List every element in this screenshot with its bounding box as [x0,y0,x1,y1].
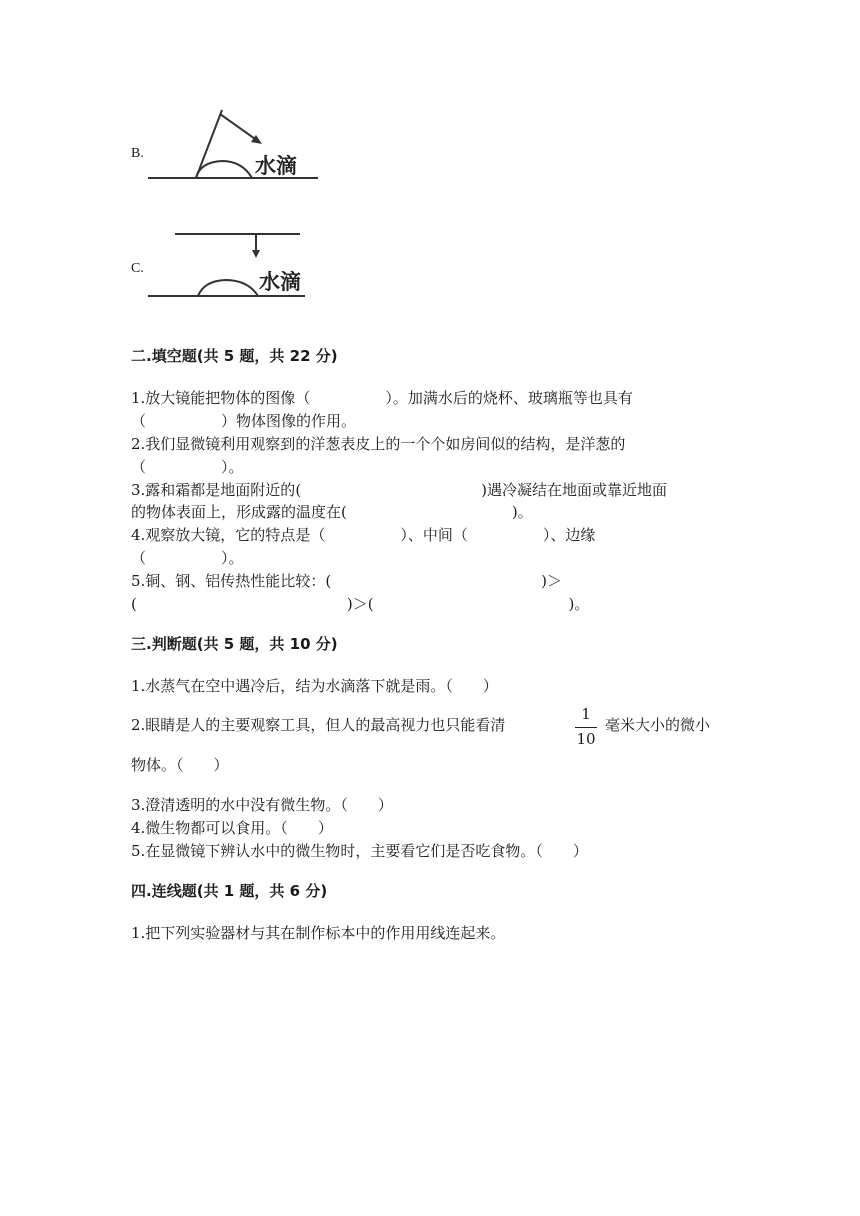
fill-line-6: 的物体表面上，形成露的温度在( )。 [131,503,533,521]
section4-heading: 四.连线题(共 1 题，共 6 分) [131,882,328,900]
fill-line-2: （ ）物体图像的作用。 [131,412,357,430]
fraction-denominator: 10 [576,730,596,748]
judge-q5: 5.在显微镜下辨认水中的微生物时，主要看它们是否吃食物。（ ） [131,842,588,860]
option-b-label: B. [131,146,144,161]
arrow-down-icon [252,250,260,258]
judge-q2-part2: 毫米大小的微小 [605,716,711,734]
fill-line-4: （ ）。 [131,458,244,476]
judge-q2-part3: 物体。（ ） [131,756,229,774]
match-q1: 1.把下列实验器材与其在制作标本中的作用用线连起来。 [131,924,506,942]
judge-q2-part1: 2.眼睛是人的主要观察工具，但人的最高视力也只能看清 [131,716,506,734]
judge-q3: 3.澄清透明的水中没有微生物。（ ） [131,796,393,814]
judge-q1: 1.水蒸气在空中遇冷后，结为水滴落下就是雨。（ ） [131,677,498,695]
fill-line-8: （ ）。 [131,549,244,567]
fraction-bar [575,727,597,728]
fraction-numerator: 1 [581,705,591,723]
fill-line-7: 4.观察放大镜，它的特点是（ ）、中间（ ）、边缘 [131,526,596,544]
option-c-figure-text: 水滴 [259,270,301,294]
water-drop-shape-c [198,280,258,296]
option-b-figure-text: 水滴 [255,154,297,178]
section2-heading: 二.填空题(共 5 题，共 22 分) [131,347,338,365]
judge-q4: 4.微生物都可以食用。（ ） [131,819,333,837]
option-c-label: C. [131,261,144,276]
fill-line-3: 2.我们显微镜利用观察到的洋葱表皮上的一个个如房间似的结构，是洋葱的 [131,435,626,453]
fill-line-5: 3.露和霜都是地面附近的( )遇冷凝结在地面或靠近地面 [131,481,668,499]
fill-line-10: ( )＞( )。 [131,595,590,613]
section3-heading: 三.判断题(共 5 题，共 10 分) [131,635,338,653]
fill-line-1: 1.放大镜能把物体的图像（ ）。加满水后的烧杯、玻璃瓶等也具有 [131,389,633,407]
fill-line-9: 5.铜、钢、铝传热性能比较：( )＞ [131,572,563,590]
option-c-figure [0,0,860,320]
